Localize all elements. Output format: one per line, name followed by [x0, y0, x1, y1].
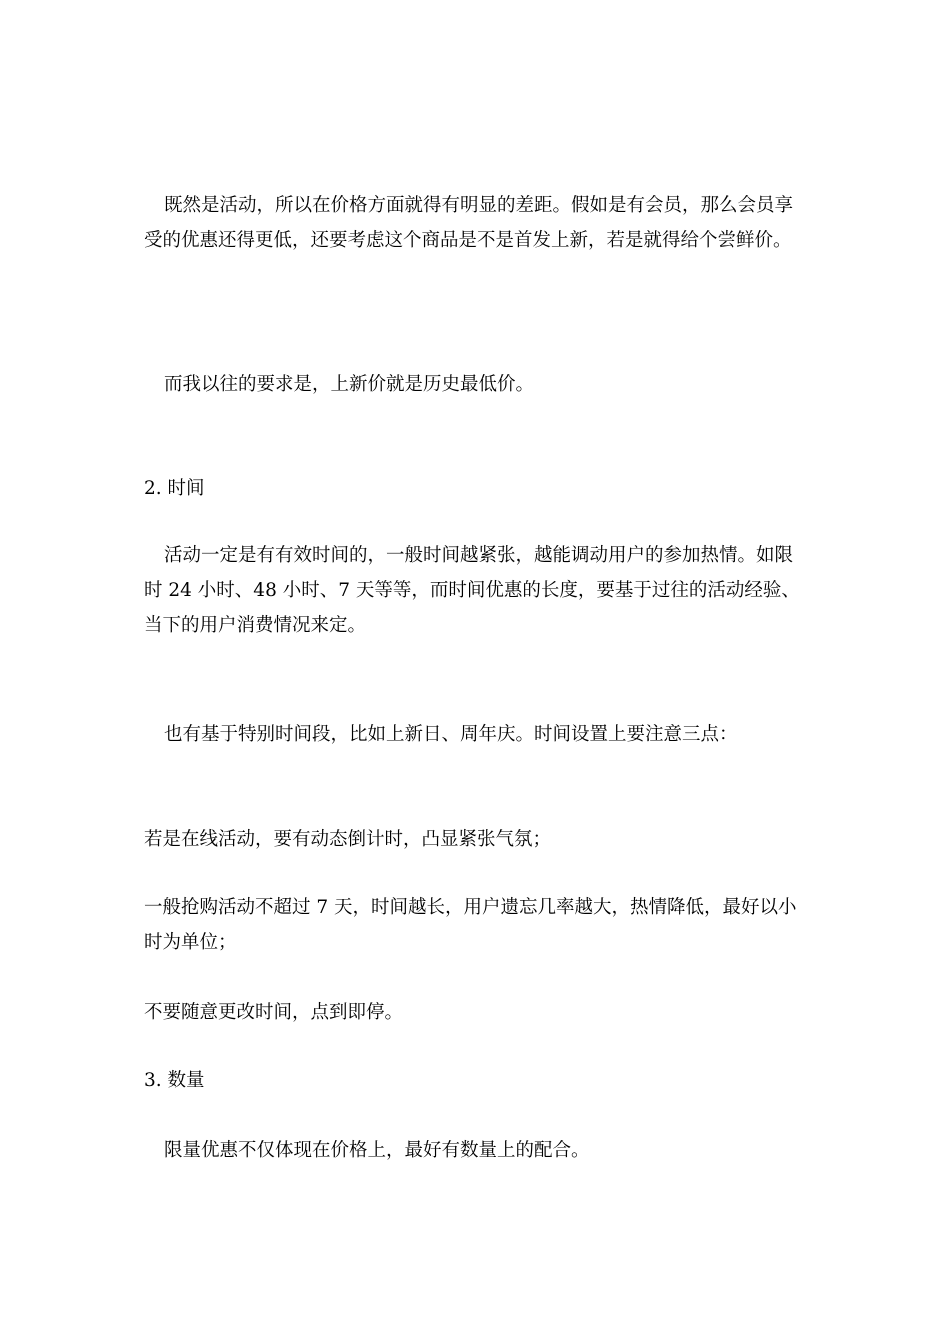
paragraph-seven-days: 一般抢购活动不超过 7 天，时间越长，用户遗忘几率越大，热情降低，最好以小时为单位；	[144, 897, 797, 953]
paragraph-countdown: 若是在线活动，要有动态倒计时，凸显紧张气氛；	[144, 829, 552, 850]
paragraph-limited-quantity: 限量优惠不仅体现在价格上，最好有数量上的配合。	[164, 1140, 590, 1161]
section-heading-time: 2. 时间	[144, 478, 205, 499]
section-heading-quantity: 3. 数量	[144, 1070, 205, 1091]
paragraph-price-gap: 既然是活动，所以在价格方面就得有明显的差距。假如是有会员，那么会员享受的优惠还得更低，还要考虑这个商品是不是首发上新，若是就得给个尝鲜价。	[144, 195, 794, 251]
paragraph-new-price: 而我以往的要求是，上新价就是历史最低价。	[164, 374, 535, 395]
paragraph-time-limit: 活动一定是有有效时间的，一般时间越紧张，越能调动用户的参加热情。如限时 24 小时、48 小时、7 天等等，而时间优惠的长度，要基于过往的活动经验、当下的用户消费情况来定。	[144, 545, 800, 636]
paragraph-special-time: 也有基于特别时间段，比如上新日、周年庆。时间设置上要注意三点：	[164, 724, 738, 745]
paragraph-no-change: 不要随意更改时间，点到即停。	[144, 1002, 404, 1023]
